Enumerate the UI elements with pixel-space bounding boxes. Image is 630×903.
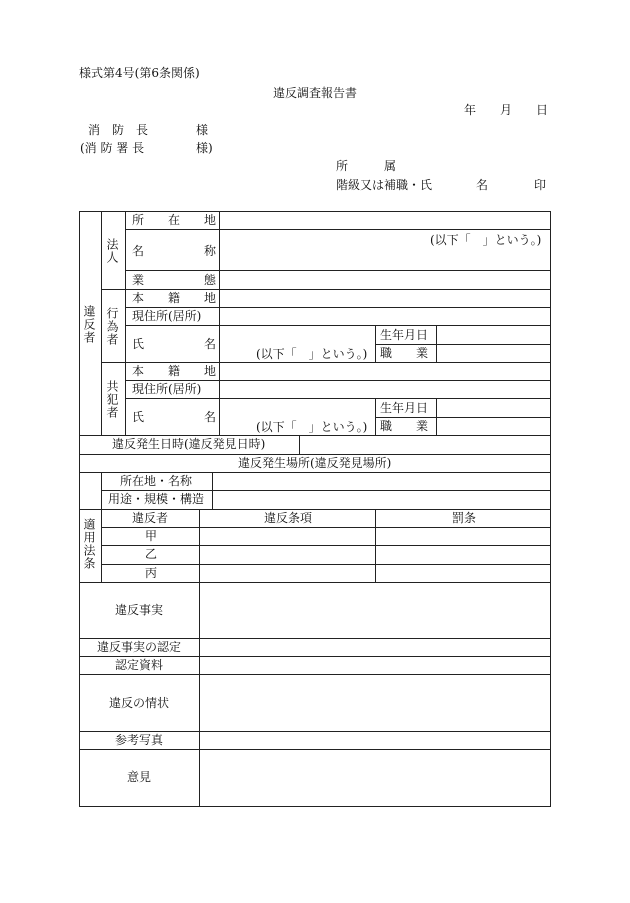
addressee-station-sama: 様) xyxy=(196,141,213,155)
actor-current-address-label: 現住所(居所) xyxy=(132,309,202,323)
col-violator-header: 違反者 xyxy=(132,511,169,525)
reference-photos-label: 参考写真 xyxy=(115,733,164,747)
circumstances-label: 違反の情状 xyxy=(109,696,170,710)
place-address-name-label: 所在地・名称 xyxy=(120,474,193,488)
accomplice-label: 共犯者 xyxy=(105,380,119,419)
recognition-material-label: 認定資料 xyxy=(115,658,164,672)
corp-name-label: 名 称 xyxy=(132,244,217,258)
occurrence-datetime-label: 違反発生日時(違反発見日時) xyxy=(112,437,266,451)
violation-facts-label: 違反事実 xyxy=(115,603,164,617)
corp-business-label: 業 態 xyxy=(132,273,217,287)
document-title: 違反調査報告書 xyxy=(273,86,358,100)
actor-name-label: 氏 名 xyxy=(132,337,217,351)
row-b-label: 乙 xyxy=(145,547,158,561)
accomplice-birthdate-label: 生年月日 xyxy=(380,401,429,415)
seal-label: 印 xyxy=(534,178,547,192)
accomplice-occupation-label: 職 業 xyxy=(380,419,429,433)
applicable-law-label: 適用法条 xyxy=(82,518,96,570)
violator-vertical-label: 違反者 xyxy=(82,305,96,344)
usage-structure-label: 用途・規模・構造 xyxy=(108,492,205,506)
corp-hereinafter: (以下「 」という。) xyxy=(430,233,542,247)
actor-birthdate-label: 生年月日 xyxy=(380,328,429,342)
affiliation-label: 所 属 xyxy=(336,159,397,173)
row-a-label: 甲 xyxy=(145,529,158,543)
accomplice-hereinafter: (以下「 」という。) xyxy=(256,420,368,434)
accomplice-current-address-label: 現住所(居所) xyxy=(132,382,202,396)
corporation-label: 法人 xyxy=(105,238,119,264)
actor-occupation-label: 職 業 xyxy=(380,346,429,360)
facts-recognition-label: 違反事実の認定 xyxy=(97,640,182,654)
col-penalty-header: 罰条 xyxy=(452,511,477,525)
accomplice-honseki-label: 本 籍 地 xyxy=(132,364,217,378)
corp-address-label: 所 在 地 xyxy=(132,213,217,227)
date-day: 日 xyxy=(536,103,549,117)
addressee-chief-sama: 様 xyxy=(196,123,209,137)
actor-label: 行為者 xyxy=(105,307,119,346)
accomplice-name-label: 氏 名 xyxy=(132,410,217,424)
actor-hereinafter: (以下「 」という。) xyxy=(256,347,368,361)
name-label: 名 xyxy=(476,178,489,192)
form-number: 様式第4号(第6条関係) xyxy=(79,66,200,80)
date-month: 月 xyxy=(500,103,513,117)
rank-name-label: 階級又は補職・氏 xyxy=(336,178,433,192)
opinion-label: 意見 xyxy=(127,770,152,784)
col-clause-header: 違反条項 xyxy=(264,511,313,525)
occurrence-place-label: 違反発生場所(違反発見場所) xyxy=(238,456,392,470)
date-year: 年 xyxy=(464,103,477,117)
addressee-chief: 消 防 長 xyxy=(88,123,149,137)
addressee-station: (消 防 署 長 xyxy=(80,141,145,155)
row-c-label: 丙 xyxy=(145,566,158,580)
actor-honseki-label: 本 籍 地 xyxy=(132,291,217,305)
